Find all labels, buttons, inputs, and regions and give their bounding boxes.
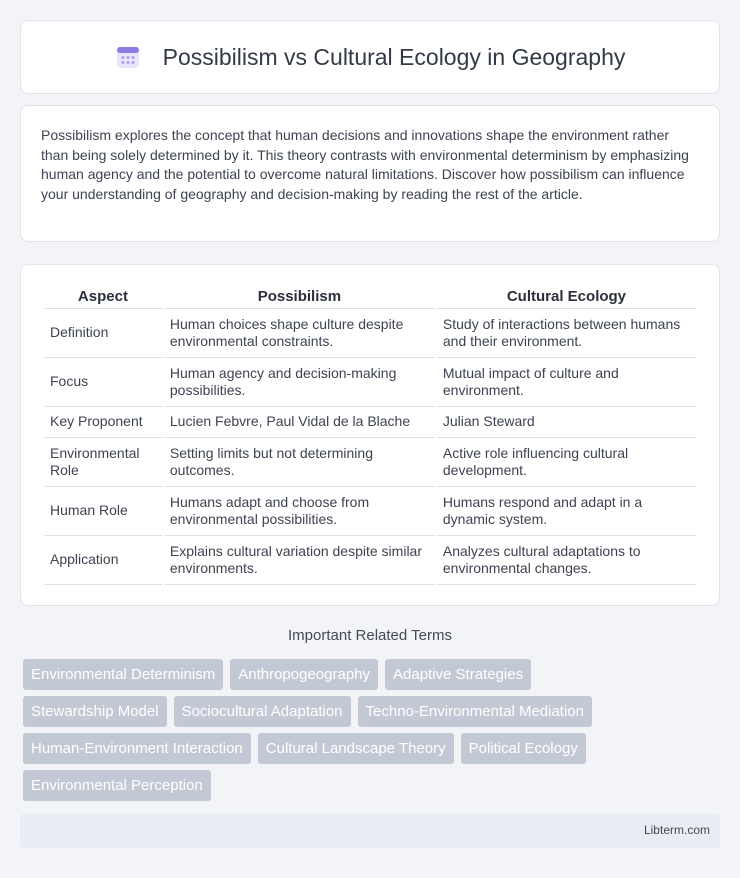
cell-possibilism: Setting limits but not determining outcomes. (164, 438, 435, 487)
header-cultural-ecology: Cultural Ecology (437, 285, 696, 309)
related-term-tag[interactable]: Sociocultural Adaptation (174, 696, 351, 727)
related-term-tag[interactable]: Environmental Perception (23, 770, 211, 801)
cell-cultural-ecology: Mutual impact of culture and environment. (437, 358, 696, 407)
cell-possibilism: Lucien Febvre, Paul Vidal de la Blache (164, 407, 435, 438)
cell-aspect: Focus (44, 358, 162, 407)
table-row (44, 358, 696, 407)
table-row (44, 438, 696, 487)
cell-aspect: Key Proponent (44, 407, 162, 438)
related-term-tag[interactable]: Adaptive Strategies (385, 659, 531, 690)
table-row (44, 487, 696, 536)
header-possibilism: Possibilism (164, 285, 435, 309)
cell-cultural-ecology: Analyzes cultural adaptations to environmental changes. (437, 536, 696, 585)
table-row (44, 536, 696, 585)
cell-cultural-ecology: Study of interactions between humans and their environment. (437, 309, 696, 358)
footer (20, 814, 720, 848)
related-terms-list (23, 659, 723, 807)
cell-aspect: Application (44, 536, 162, 585)
comparison-table-card (20, 264, 720, 606)
related-term-tag[interactable]: Human-Environment Interaction (23, 733, 251, 764)
comparison-table (42, 285, 698, 585)
cell-cultural-ecology: Humans respond and adapt in a dynamic system. (437, 487, 696, 536)
cell-aspect: Environmental Role (44, 438, 162, 487)
related-term-tag[interactable]: Stewardship Model (23, 696, 167, 727)
cell-aspect: Definition (44, 309, 162, 358)
intro-text: Possibilism explores the concept that human decisions and innovations shape the environment rather than being solely determined by it. This theory contrasts with environmental determinism by emphasizing human agency and the potential to overcome natural limitations. Discover how possibilism can influence your understanding of geography and decision-making by reading the rest of the article. (41, 127, 689, 202)
table-row (44, 309, 696, 358)
calendar-icon (115, 44, 141, 70)
related-term-tag[interactable]: Cultural Landscape Theory (258, 733, 454, 764)
cell-aspect: Human Role (44, 487, 162, 536)
table-header-row (44, 285, 696, 309)
cell-possibilism: Explains cultural variation despite similar environments. (164, 536, 435, 585)
footer-site-link[interactable]: Libterm.com (643, 823, 710, 837)
cell-possibilism: Human choices shape culture despite environmental constraints. (164, 309, 435, 358)
header-aspect: Aspect (44, 285, 162, 309)
title-card (20, 20, 720, 94)
intro-card (20, 105, 720, 242)
related-term-tag[interactable]: Anthropogeography (230, 659, 378, 690)
related-term-tag[interactable]: Environmental Determinism (23, 659, 223, 690)
cell-possibilism: Human agency and decision-making possibilities. (164, 358, 435, 407)
related-term-tag[interactable]: Techno-Environmental Mediation (358, 696, 592, 727)
cell-cultural-ecology: Active role influencing cultural development. (437, 438, 696, 487)
cell-possibilism: Humans adapt and choose from environmental possibilities. (164, 487, 435, 536)
table-row (44, 407, 696, 438)
page-title: Possibilism vs Cultural Ecology in Geography (162, 43, 626, 70)
related-terms-title: Important Related Terms (288, 627, 452, 644)
cell-cultural-ecology: Julian Steward (437, 407, 696, 438)
related-term-tag[interactable]: Political Ecology (461, 733, 586, 764)
